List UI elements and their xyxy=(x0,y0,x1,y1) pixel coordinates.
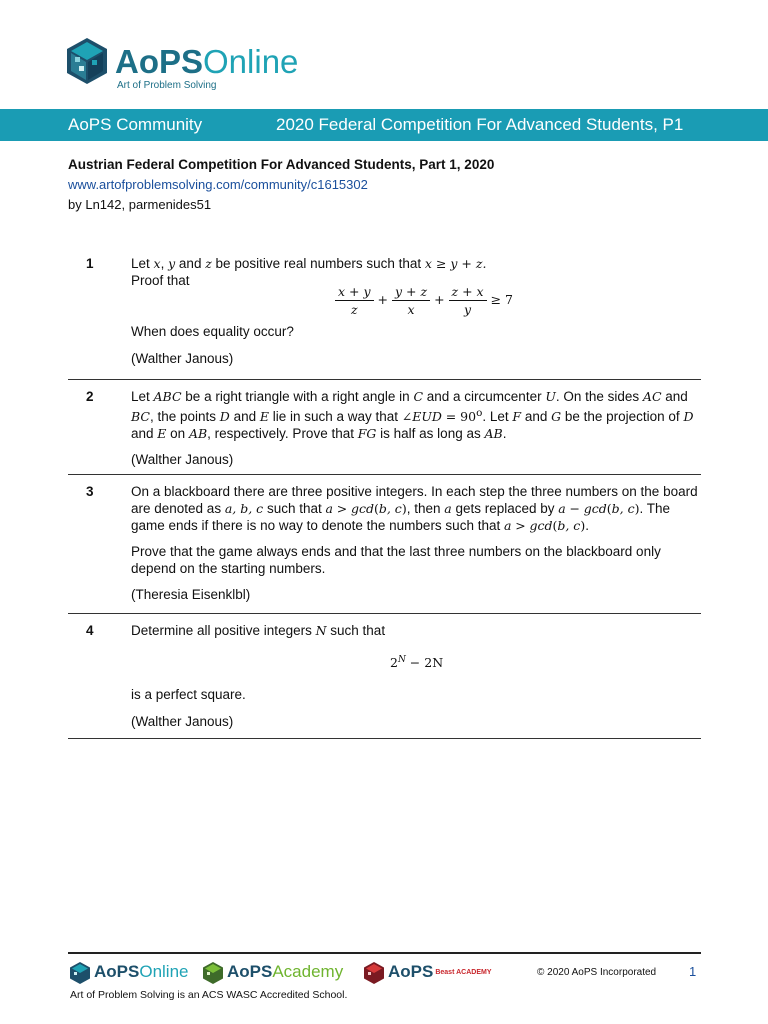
community-link[interactable]: www.artofproblemsolving.com/community/c1615302 xyxy=(68,177,368,192)
problem-author: (Theresia Eisenklbl) xyxy=(131,587,251,602)
document-meta xyxy=(68,155,708,215)
aops-academy-cube-icon xyxy=(203,962,223,984)
problem-1 xyxy=(68,247,701,380)
problem-number: 2 xyxy=(86,389,94,404)
problem-text: Let ABC be a right triangle with a right angle in C and a circumcenter U. On the sides AC and BC, the points D and E lie in such a way that ∠EUD = $90^o$. Let F and G be the projection of D and E on AB, respectively. Prove that FG is half as long as AB. xyxy=(131,389,694,442)
header-bar xyxy=(0,109,768,141)
problem-author: (Walther Janous) xyxy=(131,351,234,366)
page-number: 1 xyxy=(689,964,697,979)
document-title: Austrian Federal Competition For Advanced Students, Part 1, 2020 xyxy=(68,157,495,172)
problem-text: Let x, y and z be positive real numbers such that x ≥ y + z. xyxy=(131,256,487,271)
accreditation-note: Art of Problem Solving is an ACS WASC Accredited School. xyxy=(70,989,348,1001)
problem-text: Prove that the game always ends and that the last three numbers on the blackboard only depend on the starting numbers. xyxy=(131,544,661,576)
problem-text: is a perfect square. xyxy=(131,687,246,702)
aops-cube-icon xyxy=(70,962,90,984)
problem-author: (Walther Janous) xyxy=(131,452,234,468)
aops-online-logo xyxy=(67,38,327,92)
problem-number: 4 xyxy=(86,623,94,638)
problem-number: 3 xyxy=(86,484,94,499)
footer-logos: AoPSOnline AoPSAcademy AoPS Beast ACADEMY xyxy=(70,960,490,986)
authors: by Ln142, parmenides51 xyxy=(68,197,212,212)
logo-tagline: Art of Problem Solving xyxy=(117,80,217,91)
problem-3 xyxy=(68,475,701,614)
expression-formula: $2^N - 2N$ xyxy=(390,655,444,671)
problem-4 xyxy=(68,614,701,739)
footer-divider xyxy=(68,952,701,954)
problem-text: Determine all positive integers N such that xyxy=(131,623,386,638)
logo-wordmark: AoPSOnline xyxy=(115,43,299,80)
aops-cube-icon xyxy=(67,38,107,84)
copyright: © 2020 AoPS Incorporated xyxy=(537,967,657,978)
problem-list xyxy=(68,247,701,739)
competition-title: 2020 Federal Competition For Advanced Students, P1 xyxy=(276,115,684,134)
problem-number: 1 xyxy=(86,256,94,271)
problem-author: (Walther Janous) xyxy=(131,714,234,729)
aops-beast-cube-icon xyxy=(364,962,384,984)
community-label: AoPS Community xyxy=(68,115,203,134)
problem-2 xyxy=(68,380,701,475)
problem-text: On a blackboard there are three positive integers. In each step the three numbers on the board are denoted as a, b, c such that a > gcd(b, c), then a gets replaced by a − gcd(b, c). The game ends if there is no way to denote the numbers such that a > gcd(b, c). xyxy=(131,484,698,533)
inequality-formula: $\frac{x + y}{z}$ + $\frac{y + z}{x}$ + $\frac{z + x}{y}$ ≥ 7 xyxy=(335,283,513,318)
problem-question: When does equality occur? xyxy=(131,324,294,339)
problem-text: Proof that xyxy=(131,273,190,288)
